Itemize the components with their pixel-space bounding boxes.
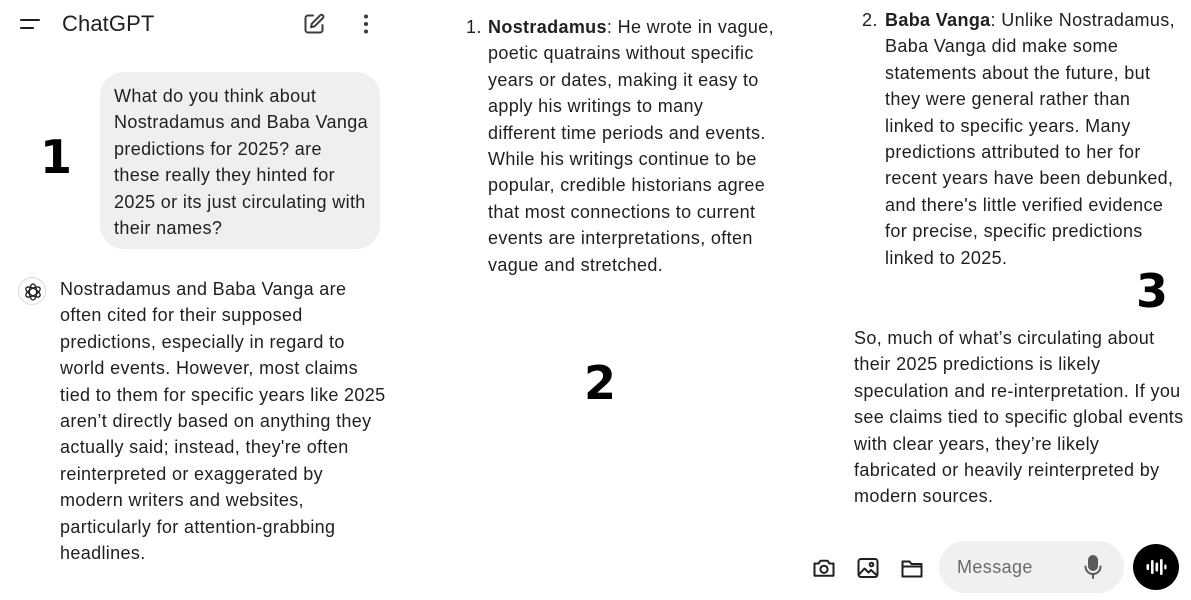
menu-icon[interactable] — [20, 17, 42, 31]
list-item-title: Baba Vanga — [885, 10, 991, 30]
list-item-body — [885, 7, 1182, 271]
app-title: ChatGPT — [62, 11, 155, 36]
list-item-title: Nostradamus — [488, 17, 607, 37]
folder-icon[interactable] — [899, 555, 925, 581]
list-item-number: 1. — [466, 17, 482, 37]
list-item-text: : He wrote in vague, poetic quatrains without specific years or dates, making it easy to apply his writings to many different time periods and events. While his writings continue to be popular, credible historians agree that most connections to current events are interpretations, often vague and stretched. — [488, 17, 774, 275]
camera-icon[interactable] — [811, 555, 837, 581]
chatgpt-logo-icon — [18, 277, 46, 305]
image-icon[interactable] — [855, 555, 881, 581]
assistant-intro-text: Nostradamus and Baba Vanga are often cited for their supposed predictions, especially in regard to world events. However, most claims tied to them for specific years like 2025 aren’t directly based on anything they actually said; instead, they're often reinterpreted or exaggerated by modern writers and websites, particularly for attention-grabbing headlines. — [60, 279, 386, 564]
assistant-summary-text: So, much of what’s circulating about their 2025 predictions is likely speculation and re-interpretation. If you see claims tied to specific global events with clear years, they’re likely fabricated or heavily reinterpreted by modern sources. — [854, 328, 1184, 507]
list-item-number: 2. — [862, 10, 878, 30]
user-message-bubble: What do you think about Nostradamus and Baba Vanga predictions for 2025? are these really they hinted for 2025 or its just circulating with their names? — [100, 72, 380, 249]
message-composer — [939, 541, 1124, 593]
message-input[interactable] — [957, 554, 1077, 580]
edit-icon[interactable] — [302, 12, 326, 36]
list-item-body — [488, 14, 776, 278]
voice-mode-icon[interactable] — [1133, 544, 1179, 590]
panel-label-3: 3 — [1136, 264, 1169, 318]
app-header — [0, 0, 397, 50]
more-vertical-icon[interactable] — [354, 12, 378, 36]
panel-label-2: 2 — [584, 356, 617, 410]
panel-1 — [0, 0, 397, 600]
panel-label-1: 1 — [40, 130, 73, 184]
list-item-text: : Unlike Nostradamus, Baba Vanga did make some statements about the future, but they were general rather than linked to specific years. Many predictions attributed to her for recent years have been debunked, and there's little verified evidence for precise, specific predictions linked to 2025. — [885, 10, 1175, 268]
microphone-icon[interactable] — [1081, 554, 1105, 580]
